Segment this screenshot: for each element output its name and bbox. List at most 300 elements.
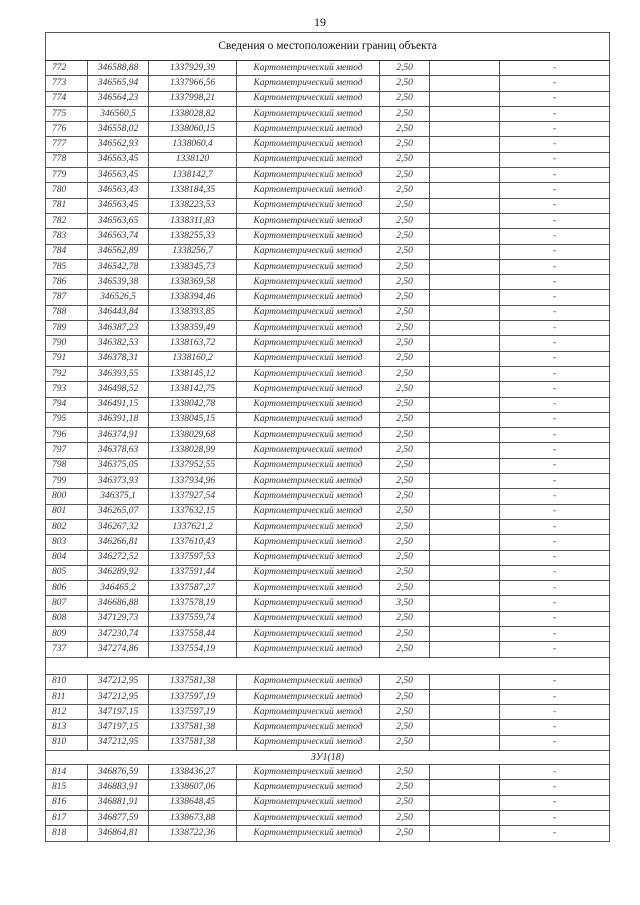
point-number-cell: 811 [46,689,88,704]
empty-cell [430,168,500,183]
x-coordinate-cell: 347212,95 [88,674,149,689]
method-cell: Картометрический метод [237,474,380,489]
empty-cell [430,106,500,121]
method-cell: Картометрический метод [237,826,380,841]
precision-cell: 2,50 [380,689,430,704]
table-row [46,336,610,351]
y-coordinate-cell: 1338393,85 [149,305,237,320]
description-cell: - [500,259,610,274]
x-coordinate-cell: 346562,93 [88,137,149,152]
table-row [46,275,610,290]
description-cell: - [500,213,610,228]
y-coordinate-cell: 1337581,38 [149,720,237,735]
empty-cell [430,382,500,397]
table-row [46,91,610,106]
table-row [46,213,610,228]
y-coordinate-cell: 1337554,19 [149,642,237,657]
y-coordinate-cell: 1338028,82 [149,106,237,121]
precision-cell: 2,50 [380,504,430,519]
table-row [46,321,610,336]
precision-cell: 2,50 [380,765,430,780]
description-cell: - [500,642,610,657]
precision-cell: 2,50 [380,458,430,473]
description-cell: - [500,765,610,780]
description-cell: - [500,168,610,183]
method-cell: Картометрический метод [237,290,380,305]
empty-cell [430,244,500,259]
y-coordinate-cell: 1338722,36 [149,826,237,841]
precision-cell: 2,50 [380,290,430,305]
point-number-cell: 779 [46,168,88,183]
precision-cell: 2,50 [380,76,430,91]
y-coordinate-cell: 1337952,55 [149,458,237,473]
empty-cell [430,535,500,550]
point-number-cell: 799 [46,474,88,489]
precision-cell: 2,50 [380,581,430,596]
method-cell: Картометрический метод [237,504,380,519]
empty-cell [430,504,500,519]
method-cell: Картометрический метод [237,61,380,76]
x-coordinate-cell: 346265,07 [88,504,149,519]
table-row [46,290,610,305]
description-cell: - [500,244,610,259]
description-cell: - [500,519,610,534]
point-number-cell: 810 [46,674,88,689]
precision-cell: 2,50 [380,198,430,213]
table-row [46,428,610,443]
point-number-cell: 801 [46,504,88,519]
table-row [46,244,610,259]
precision-cell: 2,50 [380,106,430,121]
page-number: 19 [314,15,326,29]
precision-cell: 2,50 [380,443,430,458]
point-number-cell: 775 [46,106,88,121]
method-cell: Картометрический метод [237,611,380,626]
table-row [46,61,610,76]
table-row [46,152,610,167]
method-cell: Картометрический метод [237,183,380,198]
method-cell: Картометрический метод [237,336,380,351]
table-gap [46,657,610,674]
precision-cell: 2,50 [380,795,430,810]
table-row [46,626,610,641]
y-coordinate-cell: 1337597,19 [149,705,237,720]
x-coordinate-cell: 346393,55 [88,366,149,381]
table-row [46,596,610,611]
x-coordinate-cell: 346375,05 [88,458,149,473]
y-coordinate-cell: 1337581,38 [149,735,237,750]
precision-cell: 2,50 [380,321,430,336]
point-number-cell: 778 [46,152,88,167]
y-coordinate-cell: 1338142,75 [149,382,237,397]
table-row [46,826,610,841]
y-coordinate-cell: 1338394,46 [149,290,237,305]
empty-cell [430,275,500,290]
method-cell: Картометрический метод [237,91,380,106]
point-number-cell: 817 [46,810,88,825]
description-cell: - [500,336,610,351]
boundary-points-table [45,32,610,842]
x-coordinate-cell: 347197,15 [88,705,149,720]
method-cell: Картометрический метод [237,428,380,443]
x-coordinate-cell: 346558,02 [88,122,149,137]
y-coordinate-cell: 1338256,7 [149,244,237,259]
point-number-cell: 784 [46,244,88,259]
y-coordinate-cell: 1337610,43 [149,535,237,550]
method-cell: Картометрический метод [237,382,380,397]
table-row [46,565,610,580]
x-coordinate-cell: 347230,74 [88,626,149,641]
point-number-cell: 798 [46,458,88,473]
empty-cell [430,336,500,351]
description-cell: - [500,91,610,106]
y-coordinate-cell: 1338060,4 [149,137,237,152]
description-cell: - [500,351,610,366]
y-coordinate-cell: 1338029,68 [149,428,237,443]
precision-cell: 2,50 [380,213,430,228]
description-cell: - [500,674,610,689]
x-coordinate-cell: 346562,89 [88,244,149,259]
empty-cell [430,351,500,366]
x-coordinate-cell: 346387,23 [88,321,149,336]
precision-cell: 2,50 [380,122,430,137]
empty-cell [430,550,500,565]
x-coordinate-cell: 346375,1 [88,489,149,504]
description-cell: - [500,626,610,641]
x-coordinate-cell: 346391,18 [88,412,149,427]
method-cell: Картометрический метод [237,152,380,167]
table-row [46,305,610,320]
description-cell: - [500,810,610,825]
table-row [46,382,610,397]
method-cell: Картометрический метод [237,780,380,795]
table-row [46,474,610,489]
point-number-cell: 795 [46,412,88,427]
method-cell: Картометрический метод [237,689,380,704]
precision-cell: 2,50 [380,412,430,427]
precision-cell: 2,50 [380,275,430,290]
empty-cell [430,674,500,689]
description-cell: - [500,428,610,443]
point-number-cell: 781 [46,198,88,213]
table-row [46,581,610,596]
x-coordinate-cell: 346491,15 [88,397,149,412]
point-number-cell: 796 [46,428,88,443]
description-cell: - [500,489,610,504]
precision-cell: 2,50 [380,382,430,397]
point-number-cell: 772 [46,61,88,76]
empty-cell [430,826,500,841]
x-coordinate-cell: 346686,88 [88,596,149,611]
y-coordinate-cell: 1338436,27 [149,765,237,780]
table-title-row [46,33,610,61]
precision-cell: 2,50 [380,336,430,351]
table-row [46,795,610,810]
method-cell: Картометрический метод [237,535,380,550]
precision-cell: 2,50 [380,152,430,167]
empty-cell [430,626,500,641]
description-cell: - [500,611,610,626]
description-cell: - [500,780,610,795]
precision-cell: 2,50 [380,244,430,259]
method-cell: Картометрический метод [237,735,380,750]
description-cell: - [500,76,610,91]
empty-cell [430,780,500,795]
method-cell: Картометрический метод [237,122,380,137]
description-cell: - [500,366,610,381]
precision-cell: 2,50 [380,489,430,504]
method-cell: Картометрический метод [237,137,380,152]
point-number-cell: 814 [46,765,88,780]
table-row [46,550,610,565]
y-coordinate-cell: 1338673,88 [149,810,237,825]
table-row [46,519,610,534]
point-number-cell: 800 [46,489,88,504]
point-number-cell: 782 [46,213,88,228]
empty-cell [430,795,500,810]
x-coordinate-cell: 346382,53 [88,336,149,351]
table-row [46,443,610,458]
method-cell: Картометрический метод [237,795,380,810]
description-cell: - [500,321,610,336]
empty-cell [430,458,500,473]
description-cell: - [500,198,610,213]
table-row [46,351,610,366]
y-coordinate-cell: 1338607,06 [149,780,237,795]
method-cell: Картометрический метод [237,565,380,580]
y-coordinate-cell: 1337559,74 [149,611,237,626]
x-coordinate-cell: 346542,78 [88,259,149,274]
method-cell: Картометрический метод [237,213,380,228]
description-cell: - [500,183,610,198]
description-cell: - [500,229,610,244]
precision-cell: 2,50 [380,183,430,198]
empty-cell [430,735,500,750]
method-cell: Картометрический метод [237,765,380,780]
point-number-cell: 794 [46,397,88,412]
table-row [46,735,610,750]
description-cell: - [500,275,610,290]
table-row [46,642,610,657]
table-gap-row [46,657,610,674]
empty-cell [430,366,500,381]
x-coordinate-cell: 347274,86 [88,642,149,657]
empty-cell [430,61,500,76]
description-cell: - [500,152,610,167]
y-coordinate-cell: 1338042,78 [149,397,237,412]
x-coordinate-cell: 346374,91 [88,428,149,443]
table-row [46,397,610,412]
empty-cell [430,810,500,825]
x-coordinate-cell: 346588,88 [88,61,149,76]
y-coordinate-cell: 1338045,15 [149,412,237,427]
empty-cell [430,596,500,611]
point-number-cell: 773 [46,76,88,91]
empty-cell [430,305,500,320]
y-coordinate-cell: 1338648,45 [149,795,237,810]
method-cell: Картометрический метод [237,244,380,259]
precision-cell: 2,50 [380,428,430,443]
y-coordinate-cell: 1337587,27 [149,581,237,596]
empty-cell [430,519,500,534]
method-cell: Картометрический метод [237,705,380,720]
precision-cell: 2,50 [380,705,430,720]
x-coordinate-cell: 347212,95 [88,735,149,750]
y-coordinate-cell: 1337929,39 [149,61,237,76]
x-coordinate-cell: 346563,74 [88,229,149,244]
x-coordinate-cell: 346266,81 [88,535,149,550]
method-cell: Картометрический метод [237,550,380,565]
table-row [46,458,610,473]
empty-cell [430,428,500,443]
point-number-cell: 786 [46,275,88,290]
description-cell: - [500,305,610,320]
table-row [46,168,610,183]
precision-cell: 2,50 [380,137,430,152]
x-coordinate-cell: 346289,92 [88,565,149,580]
method-cell: Картометрический метод [237,489,380,504]
precision-cell: 2,50 [380,535,430,550]
empty-cell [430,642,500,657]
table-row [46,137,610,152]
y-coordinate-cell: 1337581,38 [149,674,237,689]
y-coordinate-cell: 1338060,15 [149,122,237,137]
y-coordinate-cell: 1337597,19 [149,689,237,704]
x-coordinate-cell: 346864,81 [88,826,149,841]
precision-cell: 2,50 [380,735,430,750]
point-number-cell: 806 [46,581,88,596]
x-coordinate-cell: 346443,84 [88,305,149,320]
x-coordinate-cell: 346877,59 [88,810,149,825]
table-row [46,780,610,795]
method-cell: Картометрический метод [237,168,380,183]
precision-cell: 2,50 [380,61,430,76]
table-row [46,198,610,213]
empty-cell [430,611,500,626]
y-coordinate-cell: 1338369,58 [149,275,237,290]
y-coordinate-cell: 1337998,21 [149,91,237,106]
table-title: Сведения о местоположении границ объекта [46,33,610,61]
precision-cell: 2,50 [380,642,430,657]
table-row [46,229,610,244]
precision-cell: 2,50 [380,305,430,320]
x-coordinate-cell: 346267,32 [88,519,149,534]
table-row [46,489,610,504]
description-cell: - [500,795,610,810]
y-coordinate-cell: 1337927,54 [149,489,237,504]
y-coordinate-cell: 1338184,35 [149,183,237,198]
table-row [46,504,610,519]
y-coordinate-cell: 1338160,2 [149,351,237,366]
method-cell: Картометрический метод [237,198,380,213]
table-row [46,689,610,704]
empty-cell [430,474,500,489]
description-cell: - [500,535,610,550]
table-row [46,611,610,626]
point-number-cell: 809 [46,626,88,641]
empty-cell [430,76,500,91]
empty-cell [430,321,500,336]
table-row [46,674,610,689]
method-cell: Картометрический метод [237,626,380,641]
point-number-cell: 807 [46,596,88,611]
x-coordinate-cell: 346526,5 [88,290,149,305]
x-coordinate-cell: 347129,73 [88,611,149,626]
method-cell: Картометрический метод [237,642,380,657]
x-coordinate-cell: 346498,52 [88,382,149,397]
description-cell: - [500,106,610,121]
empty-cell [430,229,500,244]
precision-cell: 2,50 [380,810,430,825]
description-cell: - [500,382,610,397]
precision-cell: 2,50 [380,229,430,244]
description-cell: - [500,397,610,412]
description-cell: - [500,705,610,720]
description-cell: - [500,596,610,611]
description-cell: - [500,443,610,458]
precision-cell: 3,50 [380,596,430,611]
method-cell: Картометрический метод [237,412,380,427]
y-coordinate-cell: 1338142,7 [149,168,237,183]
precision-cell: 2,50 [380,780,430,795]
y-coordinate-cell: 1337558,44 [149,626,237,641]
empty-cell [430,198,500,213]
method-cell: Картометрический метод [237,674,380,689]
description-cell: - [500,565,610,580]
precision-cell: 2,50 [380,565,430,580]
method-cell: Картометрический метод [237,443,380,458]
y-coordinate-cell: 1337632,15 [149,504,237,519]
point-number-cell: 792 [46,366,88,381]
empty-cell [430,137,500,152]
precision-cell: 2,50 [380,351,430,366]
y-coordinate-cell: 1338311,83 [149,213,237,228]
empty-cell [430,565,500,580]
point-number-cell: 787 [46,290,88,305]
description-cell: - [500,474,610,489]
point-number-cell: 813 [46,720,88,735]
empty-cell [430,412,500,427]
x-coordinate-cell: 346378,63 [88,443,149,458]
x-coordinate-cell: 346565,94 [88,76,149,91]
method-cell: Картометрический метод [237,519,380,534]
method-cell: Картометрический метод [237,366,380,381]
y-coordinate-cell: 1337621,2 [149,519,237,534]
point-number-cell: 791 [46,351,88,366]
precision-cell: 2,50 [380,550,430,565]
y-coordinate-cell: 1338028,99 [149,443,237,458]
x-coordinate-cell: 347212,95 [88,689,149,704]
y-coordinate-cell: 1337591,44 [149,565,237,580]
point-number-cell: 793 [46,382,88,397]
empty-cell [430,259,500,274]
table-row [46,366,610,381]
x-coordinate-cell: 346563,65 [88,213,149,228]
precision-cell: 2,50 [380,674,430,689]
precision-cell: 2,50 [380,397,430,412]
description-cell: - [500,720,610,735]
empty-cell [430,397,500,412]
y-coordinate-cell: 1338120 [149,152,237,167]
method-cell: Картометрический метод [237,458,380,473]
point-number-cell: 788 [46,305,88,320]
point-number-cell: 737 [46,642,88,657]
x-coordinate-cell: 346373,93 [88,474,149,489]
table-row [46,183,610,198]
description-cell: - [500,61,610,76]
x-coordinate-cell: 346563,45 [88,198,149,213]
method-cell: Картометрический метод [237,397,380,412]
